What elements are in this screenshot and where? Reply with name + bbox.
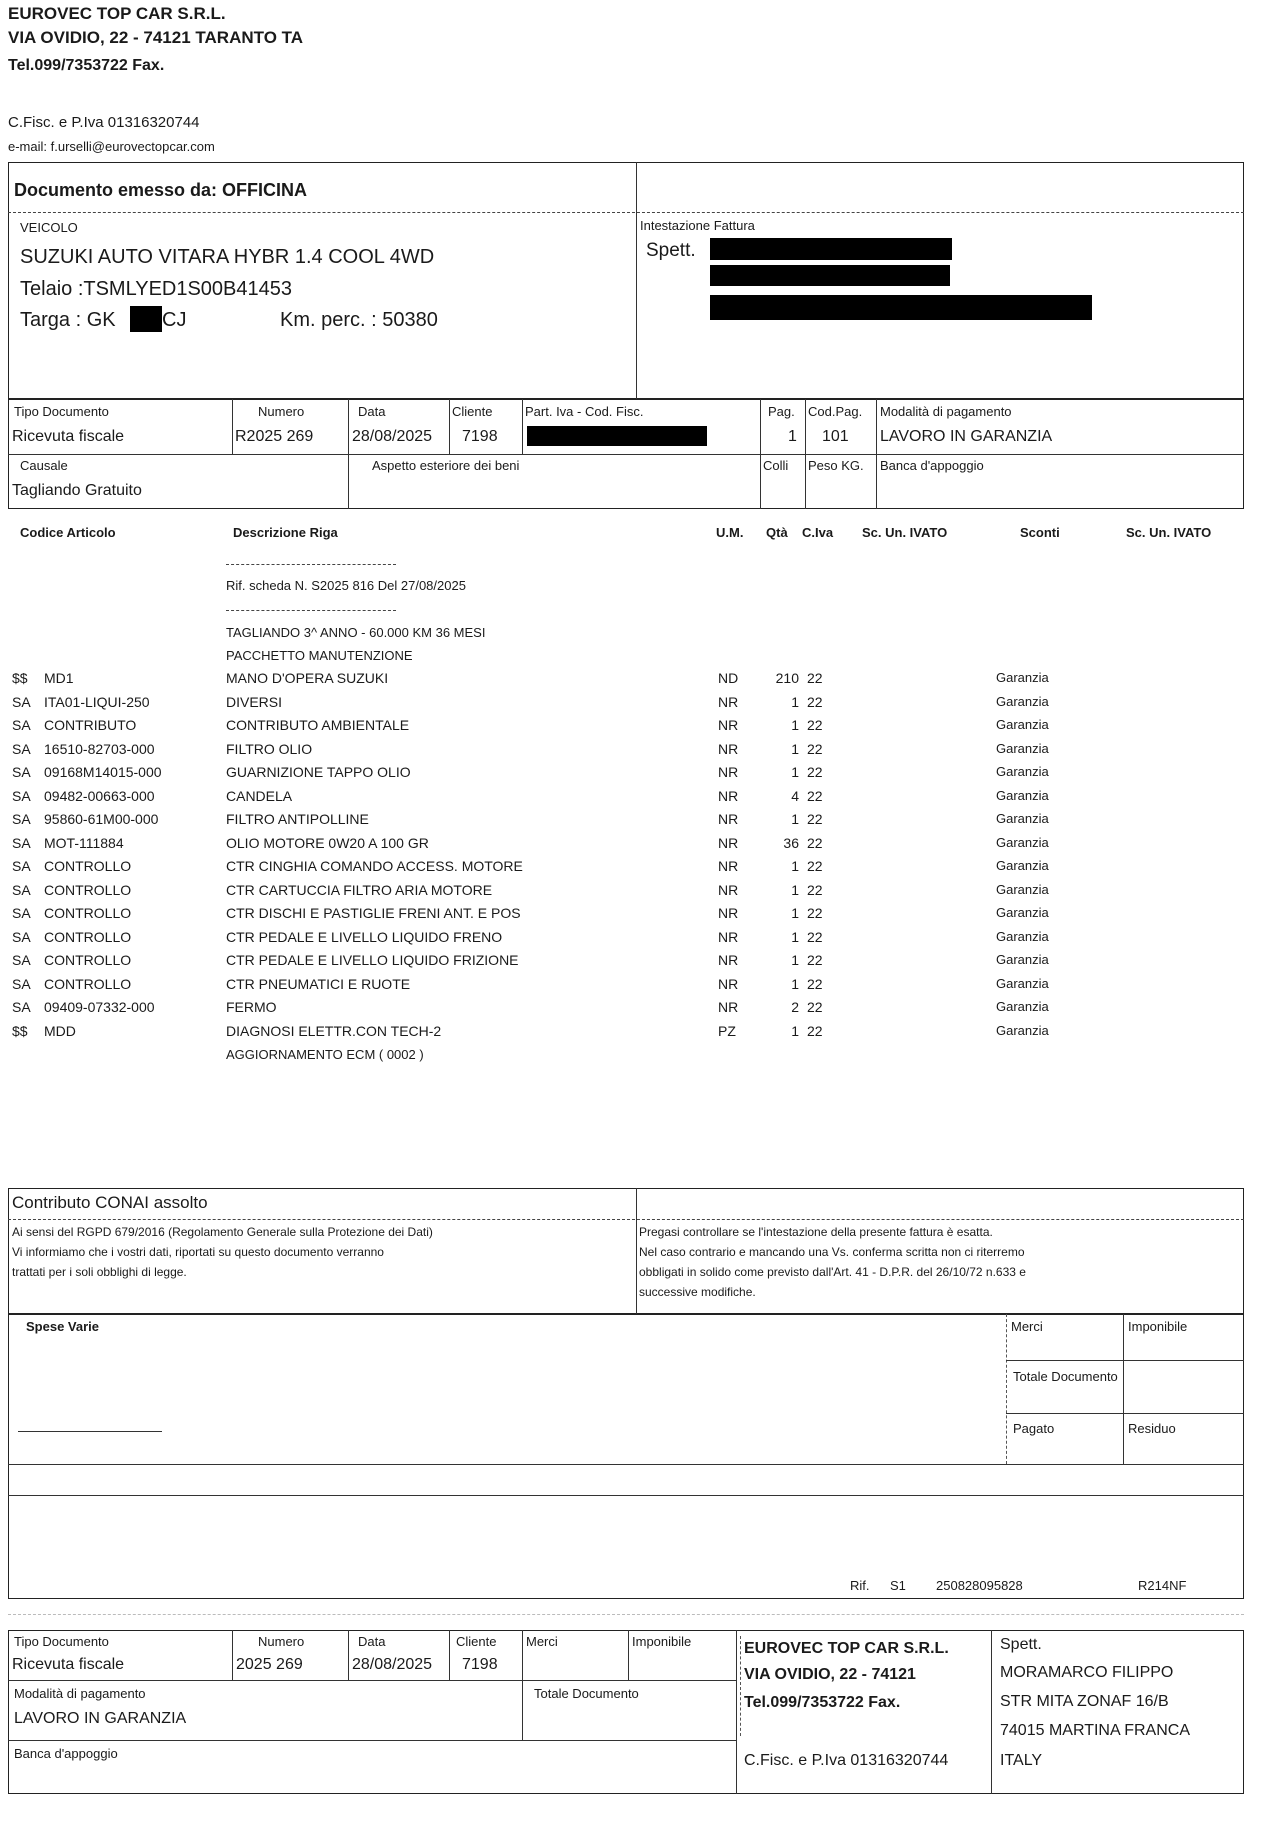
recipient-redaction-2 — [710, 265, 950, 286]
recipient-redaction-1 — [710, 238, 952, 260]
row-type: SA — [12, 929, 31, 945]
row-sconti: Garanzia — [996, 717, 1049, 732]
row-code: CONTRIBUTO — [44, 717, 137, 733]
row-iva: 22 — [807, 670, 823, 686]
row-desc: MANO D'OPERA SUZUKI — [226, 670, 389, 686]
row-um: NR — [718, 882, 739, 898]
row-type: $$ — [12, 1023, 28, 1039]
pagato-label: Pagato — [1013, 1421, 1055, 1436]
row-sconti: Garanzia — [996, 811, 1049, 826]
row-iva: 22 — [807, 788, 823, 804]
aspetto-label: Aspetto esteriore dei beni — [372, 458, 520, 473]
row-um: NR — [718, 952, 739, 968]
row-um: ND — [718, 670, 739, 686]
row-sconti: Garanzia — [996, 694, 1049, 709]
doc-pag: 1 — [788, 428, 797, 445]
vehicle-targa-end: CJ — [162, 309, 187, 331]
row-desc: GUARNIZIONE TAPPO OLIO — [226, 764, 411, 780]
merci-label: Merci — [1011, 1319, 1043, 1334]
company-tel: Tel.099/7353722 Fax. — [8, 57, 165, 74]
ft-recipient-line-2: STR MITA ZONAF 16/B — [1000, 1693, 1169, 1710]
ft-company-name: EUROVEC TOP CAR S.R.L. — [744, 1640, 949, 1657]
intro-rule-1 — [226, 564, 396, 565]
vehicle-model: SUZUKI AUTO VITARA HYBR 1.4 COOL 4WD — [20, 246, 435, 268]
doc-data: 28/08/2025 — [352, 428, 433, 445]
row-iva: 22 — [807, 764, 823, 780]
row-qty: 4 — [791, 788, 799, 804]
row-sconti: Garanzia — [996, 835, 1049, 850]
ft-recipient-line-1: MORAMARCO FILIPPO — [1000, 1664, 1174, 1681]
row-qty: 1 — [791, 976, 799, 992]
row-sconti: Garanzia — [996, 999, 1049, 1014]
row-qty: 2 — [791, 999, 799, 1015]
row-qty: 1 — [791, 764, 799, 780]
row-desc: CTR PEDALE E LIVELLO LIQUIDO FRIZIONE — [226, 952, 519, 968]
row-type: $$ — [12, 670, 28, 686]
row-type: SA — [12, 741, 31, 757]
row-iva: 22 — [807, 905, 823, 921]
peso-label: Peso KG. — [808, 458, 864, 473]
causale-value: Tagliando Gratuito — [12, 482, 142, 499]
doc-tipo: Ricevuta fiscale — [12, 428, 125, 445]
row-code: 09409-07332-000 — [44, 999, 155, 1015]
notice-line-3: obbligati in solido come previsto dall'Art. 41 - D.P.R. del 26/10/72 n.633 e — [639, 1265, 1026, 1279]
vehicle-telaio: Telaio :TSMLYED1S00B41453 — [20, 278, 293, 300]
row-desc: FILTRO ANTIPOLLINE — [226, 811, 369, 827]
row-desc: CANDELA — [226, 788, 293, 804]
ft-imponibile-label: Imponibile — [632, 1634, 692, 1649]
issuer-label: Documento emesso da: OFFICINA — [14, 180, 308, 200]
hdr-pag: Pag. — [768, 404, 795, 419]
hdr-tipo: Tipo Documento — [14, 404, 109, 419]
row-desc: FILTRO OLIO — [226, 741, 313, 757]
row-sconti: Garanzia — [996, 788, 1049, 803]
col-descrizione: Descrizione Riga — [233, 525, 338, 540]
row-qty: 1 — [791, 882, 799, 898]
ft-tipo-label: Tipo Documento — [14, 1634, 109, 1649]
item-extra: AGGIORNAMENTO ECM ( 0002 ) — [226, 1047, 424, 1062]
row-sconti: Garanzia — [996, 764, 1049, 779]
row-desc: DIVERSI — [226, 694, 283, 710]
row-type: SA — [12, 694, 31, 710]
row-um: NR — [718, 694, 739, 710]
rif-label: Rif. — [850, 1578, 870, 1593]
ft-modalita-label: Modalità di pagamento — [14, 1686, 146, 1701]
row-sconti: Garanzia — [996, 1023, 1049, 1038]
intro-rule-2 — [226, 610, 396, 611]
conai-label: Contributo CONAI assolto — [12, 1193, 208, 1212]
vehicle-km: Km. perc. : 50380 — [280, 309, 438, 331]
banca-label: Banca d'appoggio — [880, 458, 984, 473]
row-type: SA — [12, 976, 31, 992]
ft-company-addr: VIA OVIDIO, 22 - 74121 — [744, 1666, 916, 1683]
ft-company-tel: Tel.099/7353722 Fax. — [744, 1694, 901, 1711]
hdr-partiva: Part. Iva - Cod. Fisc. — [525, 404, 644, 419]
row-iva: 22 — [807, 858, 823, 874]
row-type: SA — [12, 764, 31, 780]
issuer-divider — [8, 212, 1244, 213]
row-desc: FERMO — [226, 999, 277, 1015]
col-scun-ivato-2: Sc. Un. IVATO — [1126, 525, 1212, 540]
col-civa: C.Iva — [802, 525, 834, 540]
row-iva: 22 — [807, 976, 823, 992]
row-code: CONTROLLO — [44, 905, 132, 921]
ft-merci-label: Merci — [526, 1634, 558, 1649]
col-sconti: Sconti — [1020, 525, 1060, 540]
row-iva: 22 — [807, 811, 823, 827]
rif-s1: S1 — [890, 1578, 906, 1593]
row-desc: CTR PNEUMATICI E RUOTE — [226, 976, 411, 992]
row-sconti: Garanzia — [996, 952, 1049, 967]
row-iva: 22 — [807, 741, 823, 757]
row-um: NR — [718, 788, 739, 804]
doc-modalita: LAVORO IN GARANZIA — [880, 428, 1053, 445]
row-qty: 1 — [791, 1023, 799, 1039]
hdr-modalita: Modalità di pagamento — [880, 404, 1012, 419]
row-um: NR — [718, 905, 739, 921]
row-type: SA — [12, 788, 31, 804]
row-iva: 22 — [807, 694, 823, 710]
docinfo-divider — [8, 454, 1244, 455]
row-code: CONTROLLO — [44, 929, 132, 945]
ft-data-label: Data — [358, 1634, 386, 1649]
row-um: NR — [718, 858, 739, 874]
colli-label: Colli — [763, 458, 789, 473]
company-vat: C.Fisc. e P.Iva 01316320744 — [8, 114, 200, 131]
row-um: NR — [718, 764, 739, 780]
row-um: NR — [718, 717, 739, 733]
row-code: CONTROLLO — [44, 976, 132, 992]
vehicle-targa: Targa : GK — [20, 309, 116, 331]
targa-redaction — [130, 306, 162, 332]
row-qty: 1 — [791, 694, 799, 710]
row-um: NR — [718, 929, 739, 945]
col-codice: Codice Articolo — [20, 525, 116, 540]
row-desc: DIAGNOSI ELETTR.CON TECH-2 — [226, 1023, 442, 1039]
row-sconti: Garanzia — [996, 905, 1049, 920]
residuo-label: Residuo — [1128, 1421, 1176, 1436]
partiva-redaction — [527, 426, 707, 446]
row-um: NR — [718, 811, 739, 827]
company-email: e-mail: f.urselli@eurovectopcar.com — [8, 139, 215, 154]
row-type: SA — [12, 811, 31, 827]
rif-code: R214NF — [1138, 1578, 1187, 1593]
row-code: 95860-61M00-000 — [44, 811, 159, 827]
row-desc: CONTRIBUTO AMBIENTALE — [226, 717, 410, 733]
row-type: SA — [12, 952, 31, 968]
row-code: ITA01-LIQUI-250 — [44, 694, 150, 710]
row-qty: 1 — [791, 952, 799, 968]
ft-numero: 2025 269 — [236, 1656, 303, 1673]
row-sconti: Garanzia — [996, 741, 1049, 756]
row-iva: 22 — [807, 882, 823, 898]
row-sconti: Garanzia — [996, 858, 1049, 873]
row-um: NR — [718, 999, 739, 1015]
ft-recipient-line-4: ITALY — [1000, 1752, 1043, 1769]
ft-banca-label: Banca d'appoggio — [14, 1746, 118, 1761]
row-iva: 22 — [807, 1023, 823, 1039]
causale-label: Causale — [20, 458, 68, 473]
row-type: SA — [12, 882, 31, 898]
row-iva: 22 — [807, 717, 823, 733]
ft-modalita: LAVORO IN GARANZIA — [14, 1710, 187, 1727]
row-type: SA — [12, 835, 31, 851]
hdr-cliente: Cliente — [452, 404, 493, 419]
row-type: SA — [12, 858, 31, 874]
intestazione-label: Intestazione Fattura — [640, 218, 755, 233]
privacy-line-2: Vi informiamo che i vostri dati, riportati su questo documento verranno — [12, 1245, 384, 1259]
row-desc: CTR PEDALE E LIVELLO LIQUIDO FRENO — [226, 929, 503, 945]
ft-totale-label: Totale Documento — [534, 1686, 639, 1701]
row-sconti: Garanzia — [996, 670, 1049, 685]
row-um: NR — [718, 741, 739, 757]
company-name: EUROVEC TOP CAR S.R.L. — [8, 4, 226, 23]
row-sconti: Garanzia — [996, 976, 1049, 991]
row-code: 09482-00663-000 — [44, 788, 155, 804]
row-type: SA — [12, 905, 31, 921]
privacy-line-3: trattati per i soli obblighi di legge. — [12, 1265, 187, 1279]
col-qta: Qtà — [766, 525, 788, 540]
spese-label: Spese Varie — [26, 1319, 99, 1334]
row-qty: 1 — [791, 741, 799, 757]
ft-cliente-label: Cliente — [456, 1634, 497, 1649]
imponibile-label: Imponibile — [1128, 1319, 1188, 1334]
row-qty: 1 — [791, 905, 799, 921]
doc-cliente: 7198 — [462, 428, 498, 445]
footer-box — [8, 1630, 1244, 1794]
totals-box — [8, 1314, 1244, 1599]
vehicle-divider — [636, 162, 637, 399]
rif-number: 250828095828 — [936, 1578, 1023, 1593]
intestazione-spett: Spett. — [646, 240, 696, 261]
company-address: VIA OVIDIO, 22 - 74121 TARANTO TA — [8, 28, 304, 47]
vehicle-label: VEICOLO — [20, 220, 78, 235]
ft-cliente: 7198 — [462, 1656, 498, 1673]
row-type: SA — [12, 999, 31, 1015]
doc-numero: R2025 269 — [235, 428, 314, 445]
ft-company-vat: C.Fisc. e P.Iva 01316320744 — [744, 1752, 949, 1769]
row-qty: 1 — [791, 858, 799, 874]
row-desc: CTR CARTUCCIA FILTRO ARIA MOTORE — [226, 882, 493, 898]
row-desc: CTR CINGHIA COMANDO ACCESS. MOTORE — [226, 858, 523, 874]
row-code: CONTROLLO — [44, 952, 132, 968]
recipient-redaction-3 — [710, 295, 1092, 320]
intro-rif: Rif. scheda N. S2025 816 Del 27/08/2025 — [226, 578, 466, 593]
row-type: SA — [12, 717, 31, 733]
row-code: MOT-111884 — [44, 835, 124, 851]
col-scun-ivato: Sc. Un. IVATO — [862, 525, 948, 540]
row-code: 09168M14015-000 — [44, 764, 162, 780]
cut-line — [8, 1614, 1244, 1615]
row-qty: 36 — [783, 835, 799, 851]
row-sconti: Garanzia — [996, 929, 1049, 944]
row-code: MDD — [44, 1023, 76, 1039]
intro-tagliando: TAGLIANDO 3^ ANNO - 60.000 KM 36 MESI — [226, 625, 486, 640]
row-iva: 22 — [807, 929, 823, 945]
hdr-codpag: Cod.Pag. — [808, 404, 863, 419]
totale-label: Totale Documento — [1013, 1369, 1118, 1384]
row-um: NR — [718, 835, 739, 851]
row-iva: 22 — [807, 999, 823, 1015]
privacy-line-1: Ai sensi del RGPD 679/2016 (Regolamento Generale sulla Protezione dei Dati) — [12, 1225, 433, 1239]
row-qty: 1 — [791, 811, 799, 827]
hdr-data: Data — [358, 404, 386, 419]
col-um: U.M. — [716, 525, 744, 540]
row-desc: OLIO MOTORE 0W20 A 100 GR — [226, 835, 429, 851]
doc-codpag: 101 — [822, 428, 849, 445]
row-code: MD1 — [44, 670, 74, 686]
row-iva: 22 — [807, 952, 823, 968]
row-qty: 210 — [775, 670, 799, 686]
row-sconti: Garanzia — [996, 882, 1049, 897]
notice-line-1: Pregasi controllare se l'intestazione della presente fattura è esatta. — [639, 1225, 993, 1239]
hdr-numero: Numero — [258, 404, 305, 419]
row-iva: 22 — [807, 835, 823, 851]
row-code: 16510-82703-000 — [44, 741, 155, 757]
notice-line-4: successive modifiche. — [639, 1285, 756, 1299]
row-um: NR — [718, 976, 739, 992]
row-qty: 1 — [791, 929, 799, 945]
ft-tipo: Ricevuta fiscale — [12, 1656, 125, 1673]
ft-numero-label: Numero — [258, 1634, 305, 1649]
row-code: CONTROLLO — [44, 858, 132, 874]
ft-data: 28/08/2025 — [352, 1656, 433, 1673]
row-um: PZ — [718, 1023, 736, 1039]
row-qty: 1 — [791, 717, 799, 733]
ft-recipient-line-3: 74015 MARTINA FRANCA — [1000, 1722, 1190, 1739]
notice-line-2: Nel caso contrario e mancando una Vs. conferma scritta non ci riterremo — [639, 1245, 1025, 1259]
row-code: CONTROLLO — [44, 882, 132, 898]
ft-spett: Spett. — [1000, 1636, 1042, 1653]
intro-pacchetto: PACCHETTO MANUTENZIONE — [226, 648, 413, 663]
row-desc: CTR DISCHI E PASTIGLIE FRENI ANT. E POS — [226, 905, 521, 921]
